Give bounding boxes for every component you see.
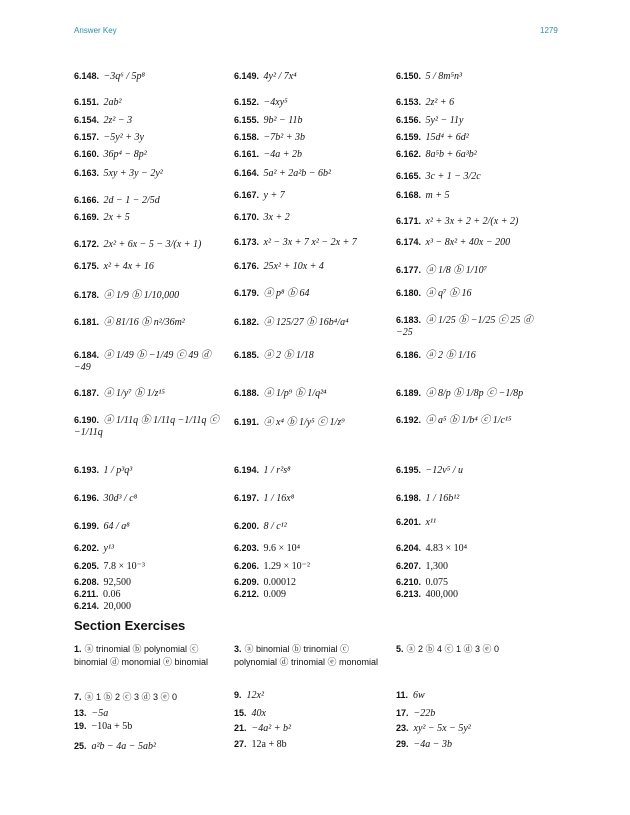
exercise-item: 21. −4a² + b² xyxy=(234,723,292,734)
answer-item: 6.214. 20,000 xyxy=(74,601,132,612)
answer-item: 6.197. 1 / 16x⁸ xyxy=(234,493,295,504)
exercise-item: 13. −5a xyxy=(74,708,109,719)
answer-item: 6.211. 0.06 xyxy=(74,589,121,600)
exercise-item: 3. ⓐ binomial ⓑ trinomial ⓒ polynomial ⓓ trinomial ⓔ monomial xyxy=(234,644,379,667)
answer-item: 6.174. x³ − 8x² + 40x − 200 xyxy=(396,237,511,248)
answer-item: 6.193. 1 / p³q³ xyxy=(74,465,133,476)
exercise-item: 5. ⓐ 2 ⓑ 4 ⓒ 1 ⓓ 3 ⓔ 0 xyxy=(396,644,500,654)
answer-item: 6.157. −5y² + 3y xyxy=(74,132,144,143)
exercise-item: 15. 40x xyxy=(234,708,266,719)
answer-item: 6.162. 8a⁵b + 6a³b² xyxy=(396,149,477,160)
answer-item: 6.164. 5a² + 2a²b − 6b² xyxy=(234,168,332,179)
answer-item: 6.171. x² + 3x + 2 + 2/(x + 2) xyxy=(396,216,519,227)
answer-item: 6.160. 36p⁴ − 8p² xyxy=(74,149,147,160)
answer-item: 6.204. 4.83 × 10⁴ xyxy=(396,543,468,554)
answer-item: 6.169. 2x + 5 xyxy=(74,212,130,223)
exercise-item: 17. −22b xyxy=(396,708,436,719)
answer-item: 6.199. 64 / a⁸ xyxy=(74,521,130,532)
answer-item: 6.152. −4xy⁵ xyxy=(234,97,288,108)
answer-item: 6.166. 2d − 1 − 2/5d xyxy=(74,195,160,206)
answer-item: 6.159. 15d⁴ + 6d² xyxy=(396,132,469,143)
answer-item: 6.151. 2ab² xyxy=(74,97,122,108)
answer-item: 6.198. 1 / 16b¹² xyxy=(396,493,460,504)
answer-item: 6.156. 5y² − 11y xyxy=(396,115,464,126)
answer-item: 6.205. 7.8 × 10⁻³ xyxy=(74,561,145,572)
answer-item: 6.195. −12v⁵ / u xyxy=(396,465,463,476)
answer-item: 6.176. 25x² + 10x + 4 xyxy=(234,261,324,272)
answer-item: 6.201. x¹¹ xyxy=(396,517,436,528)
answer-item: 6.180. ⓐ q⁷ ⓑ 16 xyxy=(396,288,472,299)
answer-item: 6.212. 0.009 xyxy=(234,589,287,600)
answer-item: 6.182. ⓐ 125/27 ⓑ 16b⁴/a⁴ xyxy=(234,317,349,328)
answer-item: 6.168. m + 5 xyxy=(396,190,450,201)
answer-item: 6.172. 2x² + 6x − 5 − 3/(x + 1) xyxy=(74,239,202,250)
answer-item: 6.183. ⓐ 1/25 ⓑ −1/25 ⓒ 25 ⓓ −25 xyxy=(396,315,533,338)
answer-item: 6.161. −4a + 2b xyxy=(234,149,303,160)
answer-item: 6.167. y + 7 xyxy=(234,190,285,201)
answer-item: 6.202. y¹³ xyxy=(74,543,114,554)
answer-item: 6.155. 9b² − 11b xyxy=(234,115,303,126)
answer-item: 6.179. ⓐ p⁸ ⓑ 64 xyxy=(234,288,310,299)
answer-item: 6.190. ⓐ 1/11q ⓑ 1/11q −1/11q ⓒ −1/11q xyxy=(74,415,219,438)
exercise-item: 23. xy² − 5x − 5y² xyxy=(396,723,471,734)
answer-item: 6.158. −7b² + 3b xyxy=(234,132,306,143)
answer-item: 6.208. 92,500 xyxy=(74,577,132,588)
answer-item: 6.213. 400,000 xyxy=(396,589,459,600)
exercise-item: 27. 12a + 8b xyxy=(234,739,287,750)
answer-item: 6.187. ⓐ 1/y⁷ ⓑ 1/z¹⁵ xyxy=(74,388,165,399)
answer-item: 6.165. 3c + 1 − 3/2c xyxy=(396,171,481,182)
answer-item: 6.154. 2z² − 3 xyxy=(74,115,133,126)
answer-item: 6.173. x² − 3x + 7 x² − 2x + 7 xyxy=(234,237,357,248)
answer-item: 6.200. 8 / c¹² xyxy=(234,521,287,532)
exercise-item: 1. ⓐ trinomial ⓑ polynomial ⓒ binomial ⓓ monomial ⓔ binomial xyxy=(74,644,209,667)
answer-item: 6.203. 9.6 × 10⁴ xyxy=(234,543,301,554)
answer-item: 6.188. ⓐ 1/p⁹ ⓑ 1/q²⁴ xyxy=(234,388,327,399)
answer-item: 6.153. 2z² + 6 xyxy=(396,97,455,108)
answer-item: 6.206. 1.29 × 10⁻² xyxy=(234,561,310,572)
exercise-item: 9. 12x² xyxy=(234,690,264,701)
section-title: Section Exercises xyxy=(74,618,186,633)
answer-item: 6.186. ⓐ 2 ⓑ 1/16 xyxy=(396,350,476,361)
exercise-item: 25. a²b − 4a − 5ab² xyxy=(74,741,157,752)
running-header-title: Answer Key xyxy=(74,26,117,35)
exercise-item: 11. 6w xyxy=(396,690,425,701)
answer-item: 6.210. 0.075 xyxy=(396,577,449,588)
answer-item: 6.170. 3x + 2 xyxy=(234,212,290,223)
exercise-item: 19. −10a + 5b xyxy=(74,721,133,732)
exercise-item: 29. −4a − 3b xyxy=(396,739,453,750)
answer-item: 6.209. 0.00012 xyxy=(234,577,297,588)
answer-item: 6.185. ⓐ 2 ⓑ 1/18 xyxy=(234,350,314,361)
answer-item: 6.196. 30d³ / c⁸ xyxy=(74,493,138,504)
answer-item: 6.189. ⓐ 8/p ⓑ 1/8p ⓒ −1/8p xyxy=(396,388,524,399)
answer-item: 6.148. −3q⁶ / 5p⁸ xyxy=(74,71,146,82)
answer-item: 6.184. ⓐ 1/49 ⓑ −1/49 ⓒ 49 ⓓ −49 xyxy=(74,350,211,373)
answer-item: 6.175. x² + 4x + 16 xyxy=(74,261,154,272)
answer-item: 6.149. 4y² / 7x⁴ xyxy=(234,71,297,82)
page-number: 1279 xyxy=(540,26,558,35)
answer-item: 6.191. ⓐ x⁴ ⓑ 1/y⁵ ⓒ 1/z⁹ xyxy=(234,417,345,428)
answer-item: 6.192. ⓐ a⁵ ⓑ 1/b⁴ ⓒ 1/c¹⁵ xyxy=(396,415,512,426)
answer-item: 6.150. 5 / 8m⁵n³ xyxy=(396,71,463,82)
answer-item: 6.207. 1,300 xyxy=(396,561,449,572)
answer-item: 6.181. ⓐ 81/16 ⓑ n²/36m² xyxy=(74,317,185,328)
answer-item: 6.163. 5xy + 3y − 2y² xyxy=(74,168,163,179)
answer-item: 6.177. ⓐ 1/8 ⓑ 1/10⁷ xyxy=(396,265,488,276)
answer-item: 6.178. ⓐ 1/9 ⓑ 1/10,000 xyxy=(74,290,180,301)
answer-item: 6.194. 1 / r²s⁸ xyxy=(234,465,291,476)
exercise-item: 7. ⓐ 1 ⓑ 2 ⓒ 3 ⓓ 3 ⓔ 0 xyxy=(74,692,178,702)
